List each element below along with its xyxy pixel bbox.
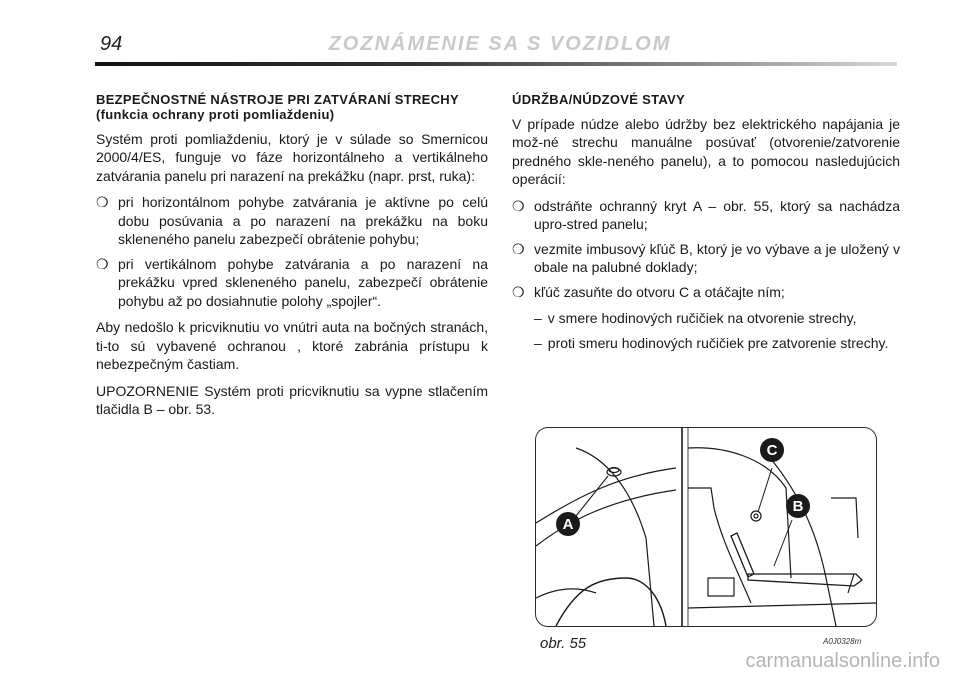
list-item-text: pri horizontálnom pohybe zatvárania je aktívne po celú dobu posúvania a po narazení na prekážku na boku skleneného panelu zabezpečí obrátenie pohybu; [118,194,488,248]
section-heading-safety [96,92,488,122]
maintenance-intro: V prípade núdze alebo údržby bez elektrického napájania je mož-né strechu manuálne posúvať (otvorenie/zatvorenie predného skle-neného panelu), a to pomocou nasledujúcich operácií: [512,116,900,188]
dash-item-text: proti smeru hodinových ručičiek pre zatvorenie strechy. [547,334,889,351]
list-item [512,240,900,277]
list-item-text: pri vertikálnom pohybe zatvárania a po narazení na prekážku vpred skleneného panelu, zabezpečí obrátenie pohybu až po dosiahnutie polohy „spojler“. [118,255,488,309]
heading-line-2: (funkcia ochrany proti pomliaždeniu) [96,107,335,122]
figure-55-illustration [536,428,876,626]
dash-icon: – [534,334,542,351]
figure-label-c: C [766,442,778,459]
list-item-text: odstráňte ochranný kryt A – obr. 55, ktorý sa nachádza upro-stred panelu; [534,197,900,233]
bullet-circle-icon: ❍ [512,197,525,214]
list-item [96,193,488,248]
list-item-text: vezmite imbusový kľúč B, ktorý je vo výbave a je uložený v obale na palubné doklady; [534,240,900,276]
figure-caption: obr. 55 [540,635,587,652]
roof-mechanism-drawing [536,428,876,626]
left-column [96,92,488,427]
bullet-circle-icon: ❍ [512,283,525,300]
list-item [512,197,900,234]
list-item [96,255,488,310]
figure-code: A0J0328m [823,637,862,646]
figure-label-b: B [792,498,804,515]
list-item [512,283,900,301]
page-number: 94 [100,33,123,55]
dash-item-counterclockwise [512,334,900,352]
section-heading-maintenance: ÚDRŽBA/NÚDZOVÉ STAVY [512,92,686,107]
dash-icon: – [534,310,542,327]
maintenance-bullet-list [512,197,900,301]
safety-bullet-list [96,193,488,310]
bullet-circle-icon: ❍ [512,240,525,257]
list-item-text: kľúč zasuňte do otvoru C a otáčajte ním; [534,283,785,300]
right-column [512,92,900,358]
page-header [0,0,960,70]
dash-item-clockwise [512,309,900,327]
dash-item-text: v smere hodinových ručičiek na otvorenie strechy, [547,310,857,327]
watermark: carmanualsonline.info [745,650,940,672]
intro-paragraph: Systém proti pomliaždeniu, ktorý je v súlade so Smernicou 2000/4/ES, funguje vo fáze horizontálneho a vertikálneho zatvárania panelu pri narazení na prekážku (napr. prst, ruka): [96,131,488,184]
figure-label-a: A [562,516,574,533]
heading-line-1: BEZPEČNOSTNÉ NÁSTROJE PRI ZATVÁRANÍ STRECHY [96,92,459,107]
bullet-circle-icon: ❍ [96,255,109,272]
page-title: ZOZNÁMENIE SA S VOZIDLOM [328,33,672,55]
header-rule [95,62,897,66]
bullet-circle-icon: ❍ [96,194,109,211]
protection-paragraph: Aby nedošlo k pricviknutiu vo vnútri auta na bočných stranách, ti-to sú vybavené ochranou , ktoré zabránia prístupu k nebezpečným častiam. [96,319,488,373]
warning-paragraph: UPOZORNENIE Systém proti pricviknutiu sa vypne stlačením tlačidla B – obr. 53. [96,382,488,418]
